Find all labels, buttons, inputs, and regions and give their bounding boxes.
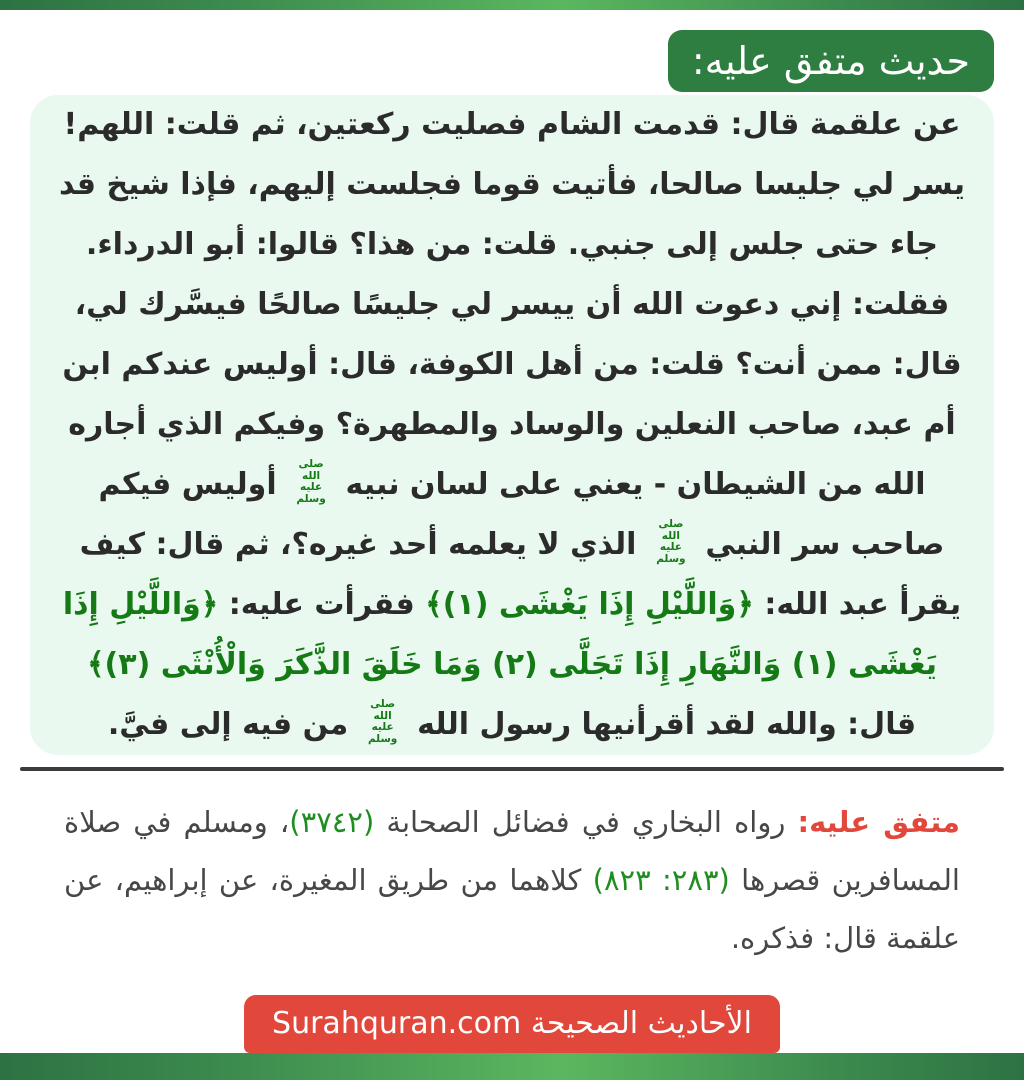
site-banner: الأحاديث الصحيحة Surahquran.com — [244, 995, 780, 1053]
top-border-bar — [0, 0, 1024, 10]
saw-symbol: صلى الله عليه وسلم — [656, 517, 686, 565]
separator-line — [20, 767, 1004, 771]
hadith-text-segment: أوليس فيكم صاحب سر النبي — [98, 467, 945, 562]
hadith-text-segment: كلاهما من طريق المغيرة، عن إبراهيم، عن علقمة قال: فذكره. — [64, 863, 960, 955]
takhrij-paragraph — [64, 793, 960, 967]
hadith-text-segment: قال: والله لقد أقرأنيها رسول الله — [406, 707, 917, 742]
hadith-text-segment: الذي لا يعلمه أحد غيره؟، ثم قال: كيف يقرأ عبد الله: — [79, 527, 962, 622]
saw-symbol: صلى الله عليه وسلم — [367, 697, 398, 745]
hadith-text-segment: رواه البخاري في فضائل الصحابة — [374, 805, 798, 839]
bottom-border-bar — [0, 1053, 1024, 1080]
hadith-box — [30, 95, 994, 755]
hadith-number: (٣٧٤٢) — [289, 805, 375, 839]
hadith-text — [30, 95, 994, 755]
quran-verse: ﴿وَاللَّيْلِ إِذَا يَغْشَى (١)﴾ — [425, 587, 754, 622]
grade-label: متفق عليه: — [797, 805, 961, 839]
quran-verse: ﴿وَاللَّيْلِ إِذَا يَغْشَى (١) وَالنَّهَارِ إِذَا تَجَلَّى (٢) وَمَا خَلَقَ الذَّكَرَ وَالْأُنْثَى (٣)﴾ — [62, 587, 938, 682]
saw-symbol: صلى الله عليه وسلم — [296, 457, 326, 505]
hadith-text-segment: عن علقمة قال: قدمت الشام فصليت ركعتين، ثم قلت: اللهم! يسر لي جليسا صالحا، فأتيت قوما فجلست إليهم، فإذا شيخ قد جاء حتى جلس إلى جنبي. قلت: من هذا؟ قالوا: أبو الدرداء. فقلت: إني دعوت الله أن ييسر لي جليسًا صالحًا فيسَّرك لي، قال: ممن أنت؟ قلت: من أهل الكوفة، قال: أوليس عندكم ابن أم عبد، صاحب النعلين والوساد والمطهرة؟ وفيكم الذي أجاره الله من الشيطان - يعني على لسان نبيه — [59, 107, 965, 502]
hadith-text-segment: فقرأت عليه: — [218, 587, 426, 622]
hadith-number: (٢٨٣: ٨٢٣) — [592, 863, 730, 897]
hadith-text-segment: من فيه إلى فيَّ. — [107, 707, 359, 742]
hadith-type-badge: حديث متفق عليه: — [668, 30, 994, 92]
hadith-text-segment: ، ومسلم في صلاة المسافرين قصرها — [64, 805, 960, 897]
